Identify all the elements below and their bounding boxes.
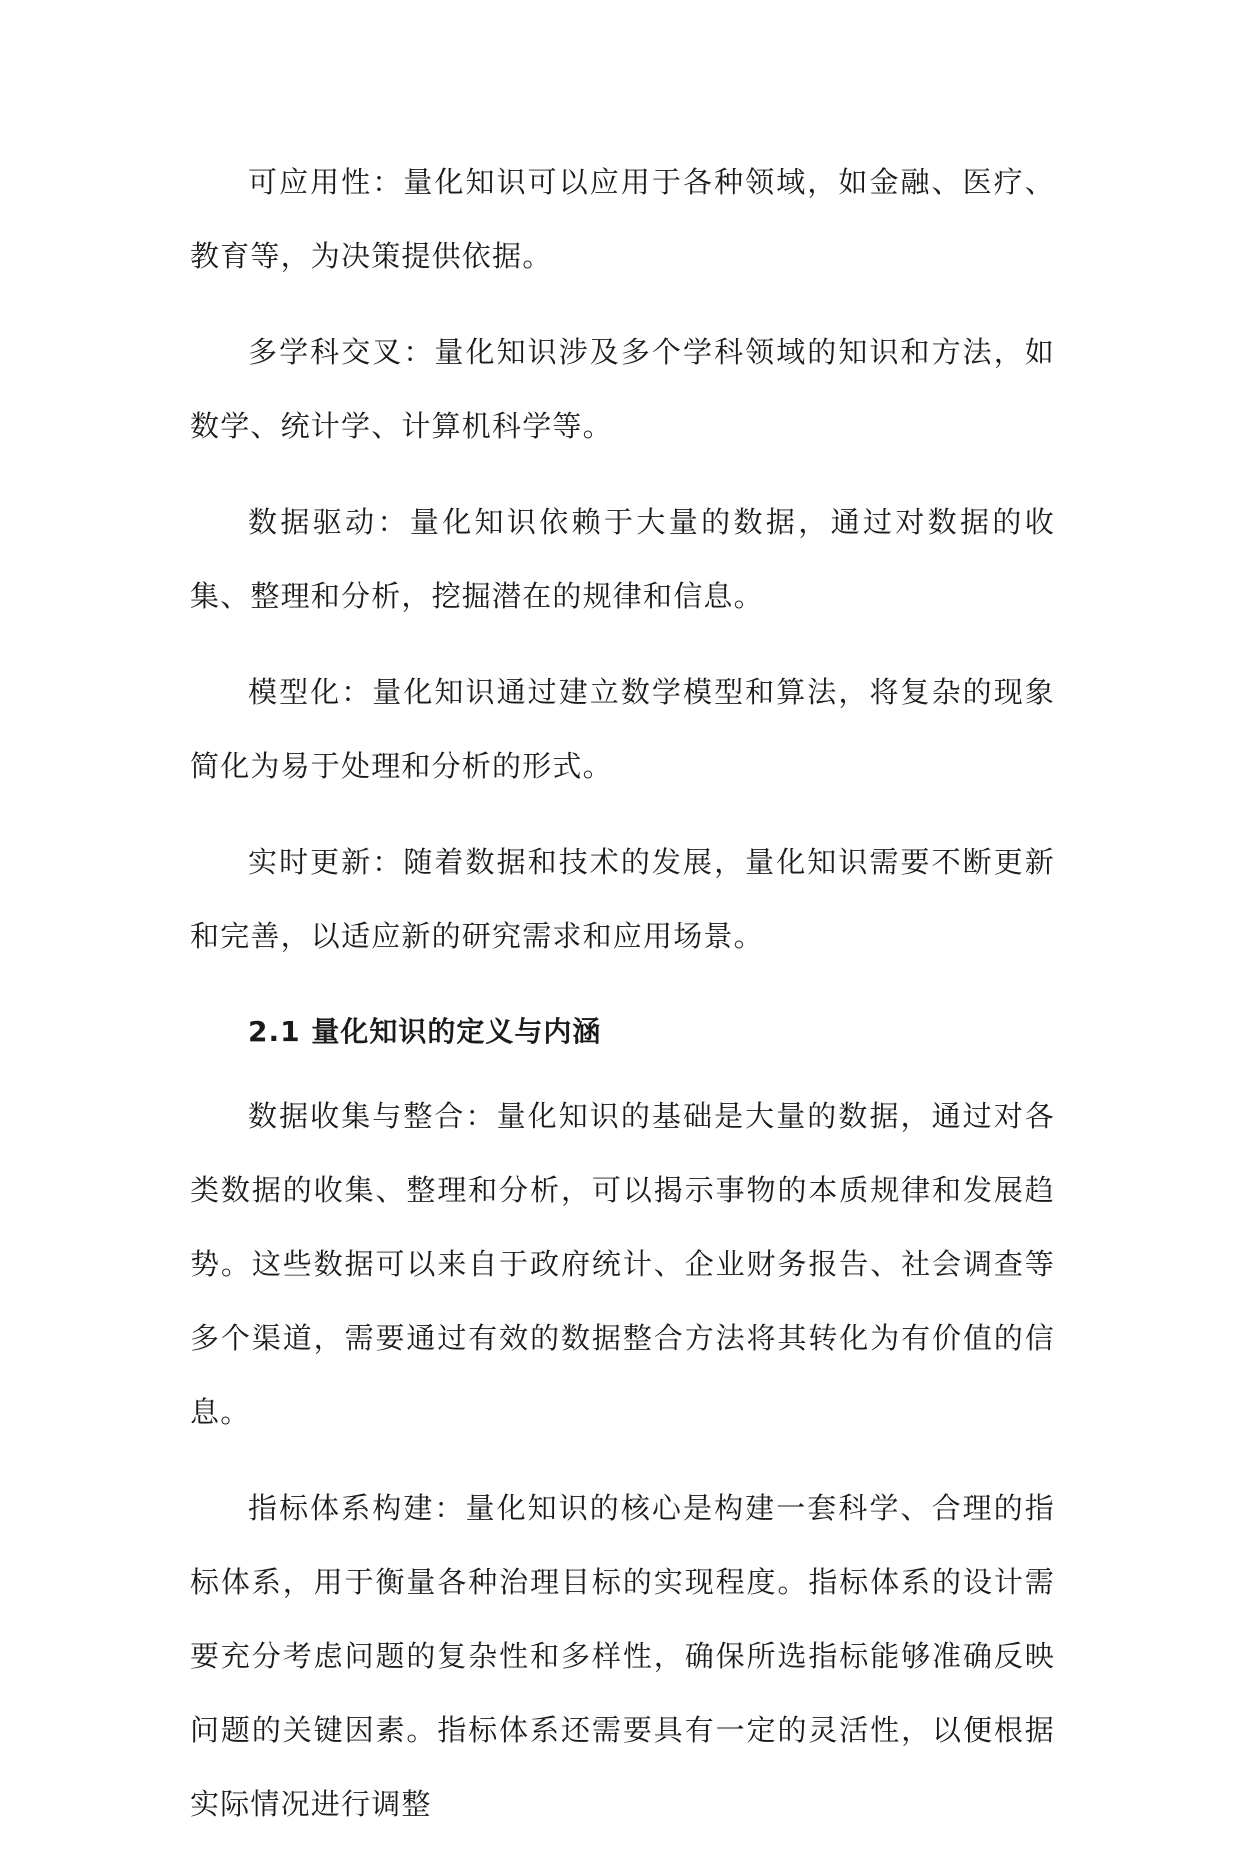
paragraph-indicator-system: 指标体系构建：量化知识的核心是构建一套科学、合理的指标体系，用于衡量各种治理目标的实现程度。指标体系的设计需要充分考虑问题的复杂性和多样性，确保所选指标能够准确反映问题的关键因素。指标体系还需要具有一定的灵活性，以便根据实际情况进行调整: [190, 1491, 1055, 1821]
paragraph-interdisciplinary: 多学科交叉：量化知识涉及多个学科领域的知识和方法，如数学、统计学、计算机科学等。: [190, 335, 1055, 443]
section-heading: 2.1 量化知识的定义与内涵: [248, 1015, 602, 1048]
paragraph-data-driven: 数据驱动：量化知识依赖于大量的数据，通过对数据的收集、整理和分析，挖掘潜在的规律和信息。: [190, 505, 1055, 613]
document-body: [190, 145, 1055, 1863]
paragraph-data-collection: 数据收集与整合：量化知识的基础是大量的数据，通过对各类数据的收集、整理和分析，可以揭示事物的本质规律和发展趋势。这些数据可以来自于政府统计、企业财务报告、社会调查等多个渠道，需要通过有效的数据整合方法将其转化为有价值的信息。: [190, 1099, 1055, 1429]
paragraph-modeling: 模型化：量化知识通过建立数学模型和算法，将复杂的现象简化为易于处理和分析的形式。: [190, 675, 1055, 783]
paragraph-applicability: 可应用性：量化知识可以应用于各种领域，如金融、医疗、教育等，为决策提供依据。: [190, 165, 1055, 273]
paragraph-realtime-update: 实时更新：随着数据和技术的发展，量化知识需要不断更新和完善，以适应新的研究需求和应用场景。: [190, 845, 1055, 953]
